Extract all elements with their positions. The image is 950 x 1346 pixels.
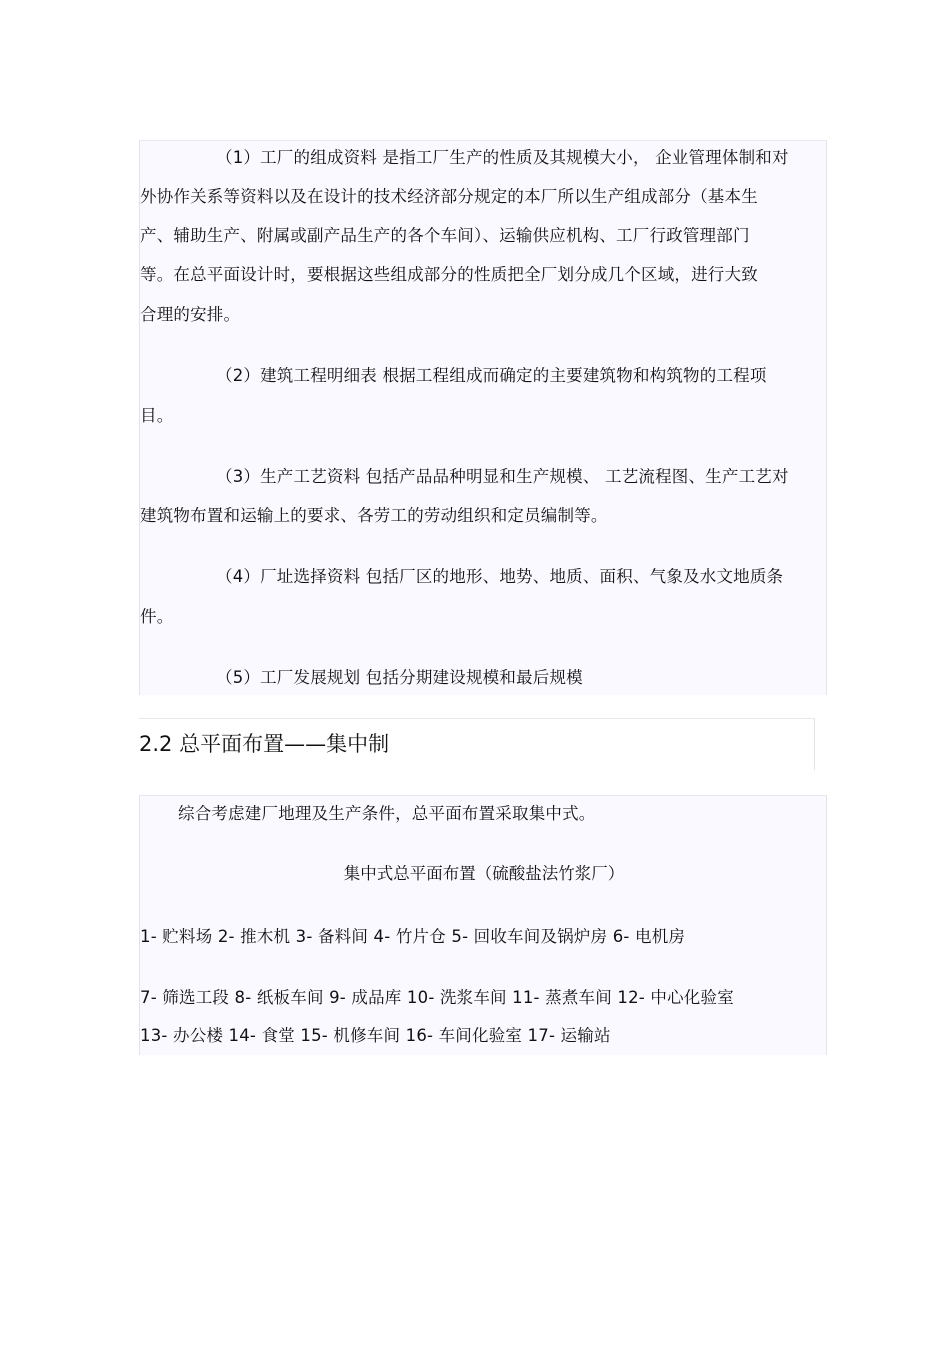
paragraph-2-line-2: 目。 [140, 406, 174, 425]
paragraph-3-line-1: （3）生产工艺资料 包括产品品种明显和生产规模、 工艺流程图、生产工艺对 [216, 467, 789, 486]
paragraph-4-line-1: （4）厂址选择资料 包括厂区的地形、地势、地质、面积、气象及水文地质条 [216, 567, 784, 586]
paragraph-2-line-1: （2）建筑工程明细表 根据工程组成而确定的主要建筑物和构筑物的工程项 [216, 366, 767, 385]
paragraph-5-line-1: （5）工厂发展规划 包括分期建设规模和最后规模 [216, 668, 583, 687]
legend-line-1: 1- 贮料场 2- 推木机 3- 备料间 4- 竹片仓 5- 回收车间及锅炉房 6- 电机房 [140, 927, 686, 946]
section-heading-box [139, 718, 815, 770]
paragraph-4-line-2: 件。 [140, 607, 174, 626]
paragraph-1-line-3: 产、辅助生产、附属或副产品生产的各个车间）、运输供应机构、工厂行政管理部门 [140, 226, 750, 245]
paragraph-1-line-1: （1）工厂的组成资料 是指工厂生产的性质及其规模大小， 企业管理体制和对 [216, 148, 789, 167]
paragraph-3-line-2: 建筑物布置和运输上的要求、各劳工的劳动组织和定员编制等。 [140, 506, 608, 525]
paragraph-1-line-2: 外协作关系等资料以及在设计的技术经济部分规定的本厂所以生产组成部分（基本生 [140, 187, 758, 206]
paragraph-1-line-5: 合理的安排。 [140, 305, 241, 324]
paragraph-1-line-4: 等。在总平面设计时，要根据这些组成部分的性质把全厂划分成几个区域，进行大致 [140, 265, 758, 284]
figure-caption: 集中式总平面布置（硫酸盐法竹浆厂） [343, 864, 625, 883]
layout-section [139, 795, 827, 1055]
legend-line-3: 13- 办公楼 14- 食堂 15- 机修车间 16- 车间化验室 17- 运输站 [140, 1026, 611, 1045]
legend-line-2: 7- 筛选工段 8- 纸板车间 9- 成品库 10- 洗浆车间 11- 蒸煮车间 12- 中心化验室 [140, 988, 734, 1007]
requirements-section [139, 140, 827, 695]
section-heading: 2.2 总平面布置——集中制 [139, 732, 390, 756]
intro-text: 综合考虑建厂地理及生产条件，总平面布置采取集中式。 [178, 804, 596, 823]
